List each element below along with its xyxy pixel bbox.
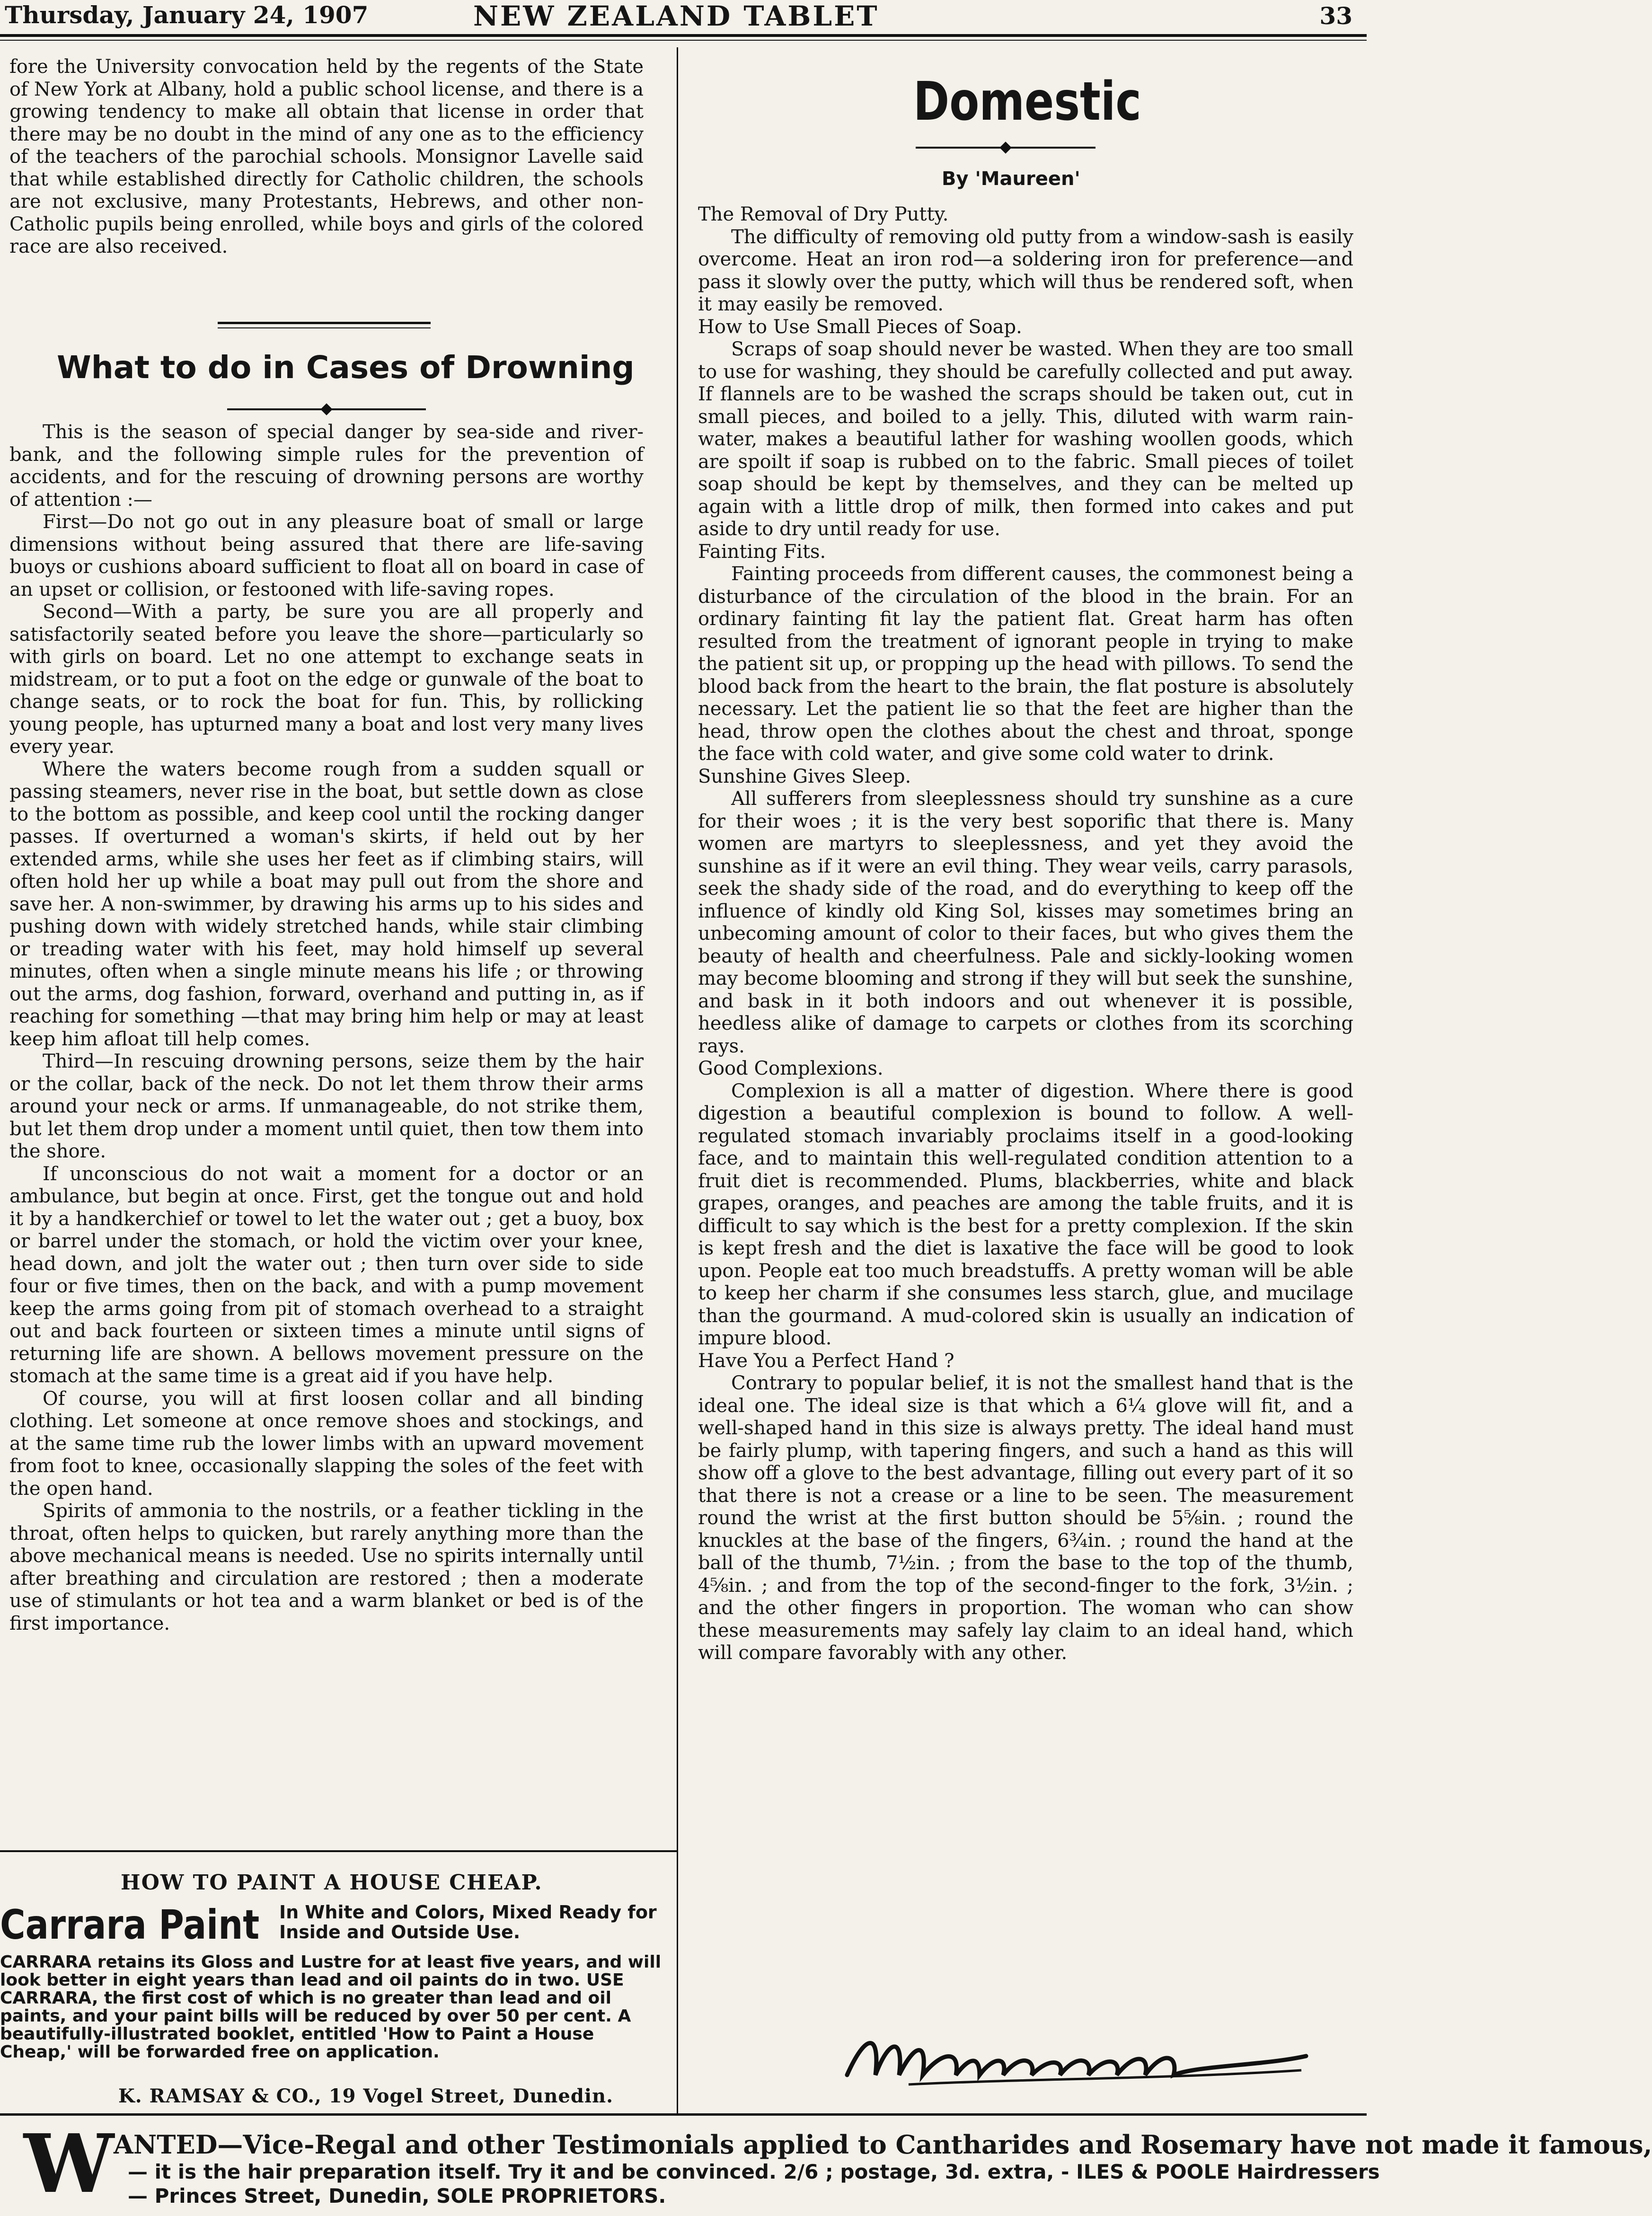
article-paragraph: First—Do not go out in any pleasure boat of small or large dimensions without being assured that there are life-saving buoys or cushions aboard sufficient to float all on board in case of an upset or collision, or festooned with life-saving ropes. <box>9 511 644 600</box>
continued-paragraph: fore the University convocation held by the regents of the State of New York at Albany, hold a public school license, and there is a growing tendency to make all obtain that license in order that there may be no doubt in the mind of any one as to the efficiency of the teachers of the parochial schools. Monsignor Lavelle said that while established directly for Catholic children, the schools are not exclusive, many Protestants, Hebrews, and other non-Catholic pupils being enrolled, while boys and girls of the colored race are also received. <box>9 56 644 257</box>
domestic-headline: Domestic <box>913 71 1141 132</box>
article-paragraph: Spirits of ammonia to the nostrils, or a feather tickling in the throat, often helps to quicken, but rarely anything more than the above mechanical means is needed. Use no spirits internally until after breathing and circulation are restored ; then a moderate use of stimulants or hot tea and a warm blanket or bed is of the first importance. <box>9 1500 644 1634</box>
section-heading: Sunshine Gives Sleep. <box>698 765 911 787</box>
section-paragraph: Complexion is all a matter of digestion. Where there is good digestion a beautiful complexion is bound to follow. A well-regulated stomach invariably proclaims itself in a good-looking face, and to maintain this well-regulated condition attention to a fruit diet is recommended. Plums, blackberries, white and black grapes, oranges, and peaches are among the table fruits, and it is difficult to say which is the best for a pretty complexion. If the skin is kept fresh and the diet is laxative the face will be good to look upon. People eat too much breadstuffs. A pretty woman will be able to keep her charm if she consumes less starch, glue, and mucilage than the gourmand. A mud-colored skin is usually an indication of impure blood. <box>698 1080 1353 1349</box>
section-heading: Have You a Perfect Hand ? <box>698 1350 954 1372</box>
drowning-headline: What to do in Cases of Drowning <box>57 349 635 386</box>
continued-article <box>9 56 644 258</box>
maureen-signature <box>838 2023 1320 2094</box>
masthead-rule-thin <box>0 40 1367 41</box>
ad-body-text: CARRARA retains its Gloss and Lustre for at least five years, and will look better in eight years than lead and oil paints do in two. USE CARRARA, the first cost of which is no greater than lead and oil paints, and your paint bills will be reduced by over 50 per cent. A beautifully-illustrated booklet, entitled 'How to Paint a House Cheap,' will be forwarded free on application. <box>0 1952 662 2062</box>
ad-brand-subtitle: In White and Colors, Mixed Ready for Inside and Outside Use. <box>279 1902 657 1942</box>
column-divider <box>677 47 678 2115</box>
domestic-rule-ornament <box>999 141 1011 153</box>
domestic-column <box>698 203 1353 1665</box>
section-paragraph: Contrary to popular belief, it is not the smallest hand that is the ideal one. The ideal size is that which a 6¼ glove will fit, and a well-shaped hand in this size is always pretty. The ideal hand must be fairly plump, with tapering fingers, and such a hand as this will show off a glove to the best advantage, filling out every part of it so that there is not a crease or a line to be seen. The measurement round the wrist at the first button should be 5⅝in. ; round the knuckles at the base of the fingers, 6¾in. ; round the hand at the ball of the thumb, 7½in. ; from the base to the top of the thumb, 4⅝in. ; and from the top of the second-finger to the fork, 3½in. ; and the other fingers in proportion. The woman who can show these measurements may safely lay claim to an ideal hand, which will compare favorably with any other. <box>698 1372 1353 1664</box>
ad-brand-name: Carrara Paint <box>0 1901 260 1949</box>
section-heading: Fainting Fits. <box>698 540 826 563</box>
article-separator-thin <box>218 327 431 328</box>
ad-line-2: — it is the hair preparation itself. Try it and be convinced. 2/6 ; postage, 3d. extra, - ILES & POOLE Hairdressers <box>128 2160 1380 2183</box>
drowning-article <box>9 421 644 1635</box>
article-paragraph: If unconscious do not wait a moment for a doctor or an ambulance, but begin at once. First, get the tongue out and hold it by a handkerchief or towel to let the water out ; get a buoy, box or barrel under the stomach, or hold the victim over your knee, head down, and jolt the water out ; then turn over side to side four or five times, then on the back, and with a pump movement keep the arms going from pit of stomach overhead to a straight out and back fourteen or sixteen times a minute until signs of returning life are shown. A bellows movement pressure on the stomach at the same time is a great aid if you have help. <box>9 1163 644 1387</box>
newspaper-title: NEW ZEALAND TABLET <box>473 0 879 32</box>
section-heading: Good Complexions. <box>698 1058 883 1079</box>
section-paragraph: Scraps of soap should never be wasted. When they are too small to use for washing, they should be carefully collected and put away. If flannels are to be washed the scraps should be taken out, cut in small pieces, and boiled to a jelly. This, diluted with warm rain-water, makes a beautiful lather for washing woollen goods, which are spoilt if soap is rubbed on to the fabric. Small pieces of toilet soap should be kept by themselves, and they can be melted up again with a little drop of milk, then formed into cakes and put aside to dry until ready for use. <box>698 338 1353 540</box>
article-separator <box>218 322 431 324</box>
domestic-byline: By 'Maureen' <box>942 168 1080 190</box>
masthead <box>0 0 1367 33</box>
article-paragraph: Third—In rescuing drowning persons, seize them by the hair or the collar, back of the neck. Do not let them throw their arms around your neck or arms. If unmanageable, do not strike them, but let them drop under a moment until quiet, then tow them into the shore. <box>9 1051 644 1162</box>
hair-preparation-advertisement <box>0 2115 1652 2216</box>
drop-cap: W <box>24 2117 114 2211</box>
article-paragraph: Second—With a party, be sure you are all properly and satisfactorily seated before you leave the shore—particularly so with girls on board. Let no one attempt to exchange seats in midstream, or to put a foot on the edge or gunwale of the boat to change seats, or to rock the boat for fun. This, by rollicking young people, has upturned many a boat and lost very many lives every year. <box>9 601 644 758</box>
section-paragraph: The difficulty of removing old putty from a window-sash is easily overcome. Heat an iron rod—a soldering iron for preference—and pass it slowly over the putty, which will thus be rendered soft, when it may easily be removed. <box>698 226 1353 315</box>
ad-line-3: — Princes Street, Dunedin, SOLE PROPRIETORS. <box>128 2184 666 2207</box>
masthead-rule <box>0 34 1367 37</box>
section-paragraph: Fainting proceeds from different causes, the commonest being a disturbance of the circulation of the blood in the brain. For an ordinary fainting fit lay the patient flat. Great harm has often resulted from the treatment of ignorant people in trying to make the patient sit up, or propping up the head with pillows. To send the blood back from the heart to the brain, the flat posture is absolutely necessary. Let the patient lie so that the feet are higher than the head, throw open the clothes about the chest and throat, sponge the face with cold water, and give some cold water to drink. <box>698 563 1353 765</box>
section-heading: How to Use Small Pieces of Soap. <box>698 316 1022 338</box>
ad-top-rule <box>0 1850 677 1852</box>
carrara-paint-advertisement <box>0 1859 663 2110</box>
article-paragraph: Where the waters become rough from a sudden squall or passing steamers, never rise in the boat, but settle down as close to the bottom as possible, and keep cool until the rocking danger passes. If overturned a woman's skirts, if held out by her extended arms, while she uses her feet as if climbing stairs, will often hold her up while a boat may pull out from the shore and save her. A non-swimmer, by drawing his arms up to his sides and pushing down with widely stretched hands, while stair climbing or treading water with his feet, may hold himself up several minutes, often when a single minute means his life ; or throwing out the arms, dog fashion, forward, overhand and putting in, as if reaching for something —that may bring him help or may at least keep him afloat till help comes. <box>9 758 644 1050</box>
ad-heading: HOW TO PAINT A HOUSE CHEAP. <box>121 1871 543 1895</box>
section-heading: The Removal of Dry Putty. <box>698 203 949 225</box>
ad-line-1: ANTED—Vice-Regal and other Testimonials applied to Cantharides and Rosemary have not made it famous, <box>114 2129 1652 2160</box>
issue-date: Thursday, January 24, 1907 <box>5 1 369 29</box>
ad-contact-line: K. RAMSAY & CO., 19 Vogel Street, Dunedin. <box>118 2085 614 2107</box>
section-paragraph: All sufferers from sleeplessness should try sunshine as a cure for their woes ; it is the very best soporific that there is. Many women are martyrs to sleeplessness, and yet they avoid the sunshine as if it were an evil thing. They wear veils, carry parasols, seek the shady side of the road, and do everything to keep off the influence of kindly old King Sol, kisses may sometimes bring an unbecoming amount of color to their faces, but who gives them the beauty of health and cheerfulness. Pale and sickly-looking women may become blooming and strong if they will but seek the sunshine, and bask in it both indoors and out whenever it is possible, heedless alike of damage to carpets or clothes from its scorching rays. <box>698 788 1353 1057</box>
headline-rule-ornament <box>320 403 332 415</box>
article-paragraph: This is the season of special danger by sea-side and river-bank, and the following simple rules for the prevention of accidents, and for the rescuing of drowning persons are worthy of attention :— <box>9 421 644 511</box>
page-number: 33 <box>1319 2 1352 30</box>
article-paragraph: Of course, you will at first loosen collar and all binding clothing. Let someone at once remove shoes and stockings, and at the same time rub the lower limbs with an upward movement from foot to knee, occasionally slapping the soles of the feet with the open hand. <box>9 1387 644 1500</box>
